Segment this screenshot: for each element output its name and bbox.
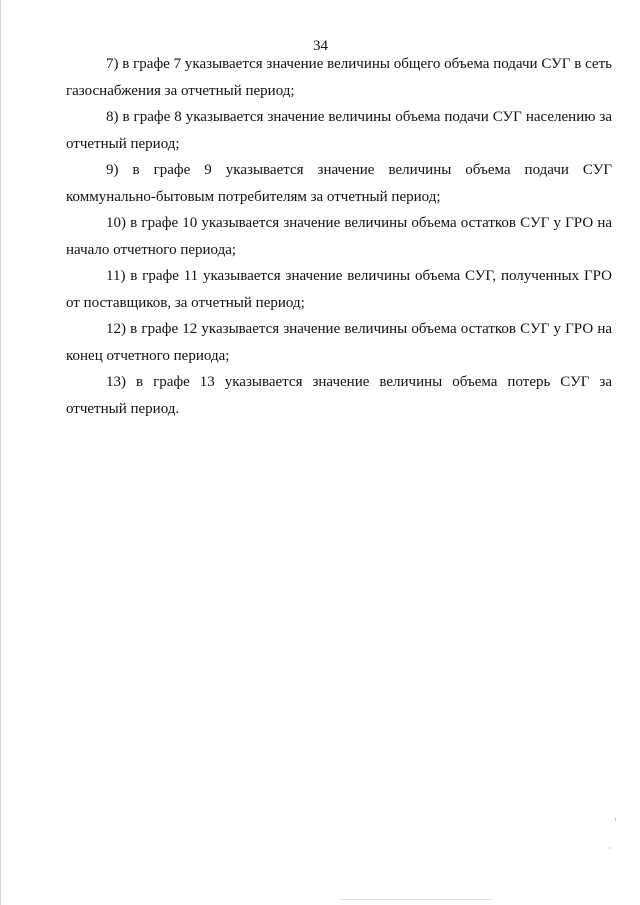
document-body (66, 51, 612, 422)
paragraph-item-11: 11) в графе 11 указывается значение величины объема СУГ, полученных ГРО от поставщиков, за отчетный период; (66, 268, 612, 311)
scan-artifact-mark (615, 818, 616, 821)
page-number: 34 (313, 38, 328, 54)
paragraph-item-12: 12) в графе 12 указывается значение величины объема остатков СУГ у ГРО на конец отчетного периода; (66, 321, 612, 364)
paragraph-item-7: 7) в графе 7 указывается значение величины общего объема подачи СУГ в сеть газоснабжения за отчетный период; (66, 56, 612, 99)
paragraph-item-8: 8) в графе 8 указывается значение величины объема подачи СУГ населению за отчетный период; (66, 109, 612, 152)
paragraph-item-9: 9) в графе 9 указывается значение величины объема подачи СУГ коммунально-бытовым потребителям за отчетный период; (66, 162, 612, 205)
scan-artifact-mark (609, 847, 610, 849)
scan-edge-line (341, 899, 491, 900)
paragraph-item-13: 13) в графе 13 указывается значение величины объема потерь СУГ за отчетный период. (66, 374, 612, 417)
paragraph-item-10: 10) в графе 10 указывается значение величины объема остатков СУГ у ГРО на начало отчетного периода; (66, 215, 612, 258)
